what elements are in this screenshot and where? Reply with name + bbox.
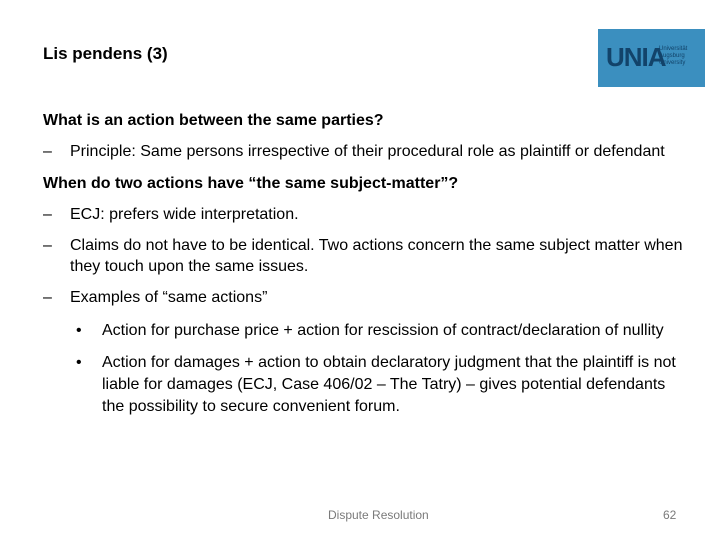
logo-text <box>659 46 687 67</box>
dash-marker: – <box>43 143 52 160</box>
slide-content <box>43 111 683 418</box>
university-logo <box>598 29 705 87</box>
item-text: Examples of “same actions” <box>70 289 268 306</box>
logo-line-2: Augsburg <box>659 53 685 59</box>
bullet-marker: • <box>76 354 82 371</box>
heading-same-parties: What is an action between the same parties? <box>43 112 384 129</box>
logo-line-3: University <box>659 60 686 66</box>
logo-mark: UNIA <box>606 42 666 72</box>
slide-title: Lis pendens (3) <box>43 44 168 63</box>
list-item <box>43 287 683 308</box>
sub-list-item <box>43 320 683 342</box>
page-number: 62 <box>663 508 677 522</box>
item-text: Principle: Same persons irrespective of their procedural role as plaintiff or defendant <box>70 143 665 160</box>
sub-item-text: Action for damages + action to obtain declaratory judgment that the plaintiff is not liable for damages (ECJ, Case 406/02 – The Tatry) – gives potential defendants the possibility to secure convenient forum. <box>102 354 676 415</box>
list-item <box>43 204 683 225</box>
dash-marker: – <box>43 289 52 306</box>
bullet-marker: • <box>76 322 82 339</box>
item-text: ECJ: prefers wide interpretation. <box>70 206 299 223</box>
logo-line-1: Universität <box>659 46 688 52</box>
list-item <box>43 235 683 277</box>
sub-item-text: Action for purchase price + action for rescission of contract/declaration of nullity <box>102 322 664 339</box>
dash-marker: – <box>43 237 52 254</box>
list-item <box>43 141 683 162</box>
sub-list-item <box>43 352 683 418</box>
dash-marker: – <box>43 206 52 223</box>
heading-same-subject-matter: When do two actions have “the same subject-matter”? <box>43 175 459 192</box>
item-text: Claims do not have to be identical. Two actions concern the same subject matter when they touch upon the same issues. <box>70 237 683 275</box>
footer-label: Dispute Resolution <box>328 508 429 522</box>
